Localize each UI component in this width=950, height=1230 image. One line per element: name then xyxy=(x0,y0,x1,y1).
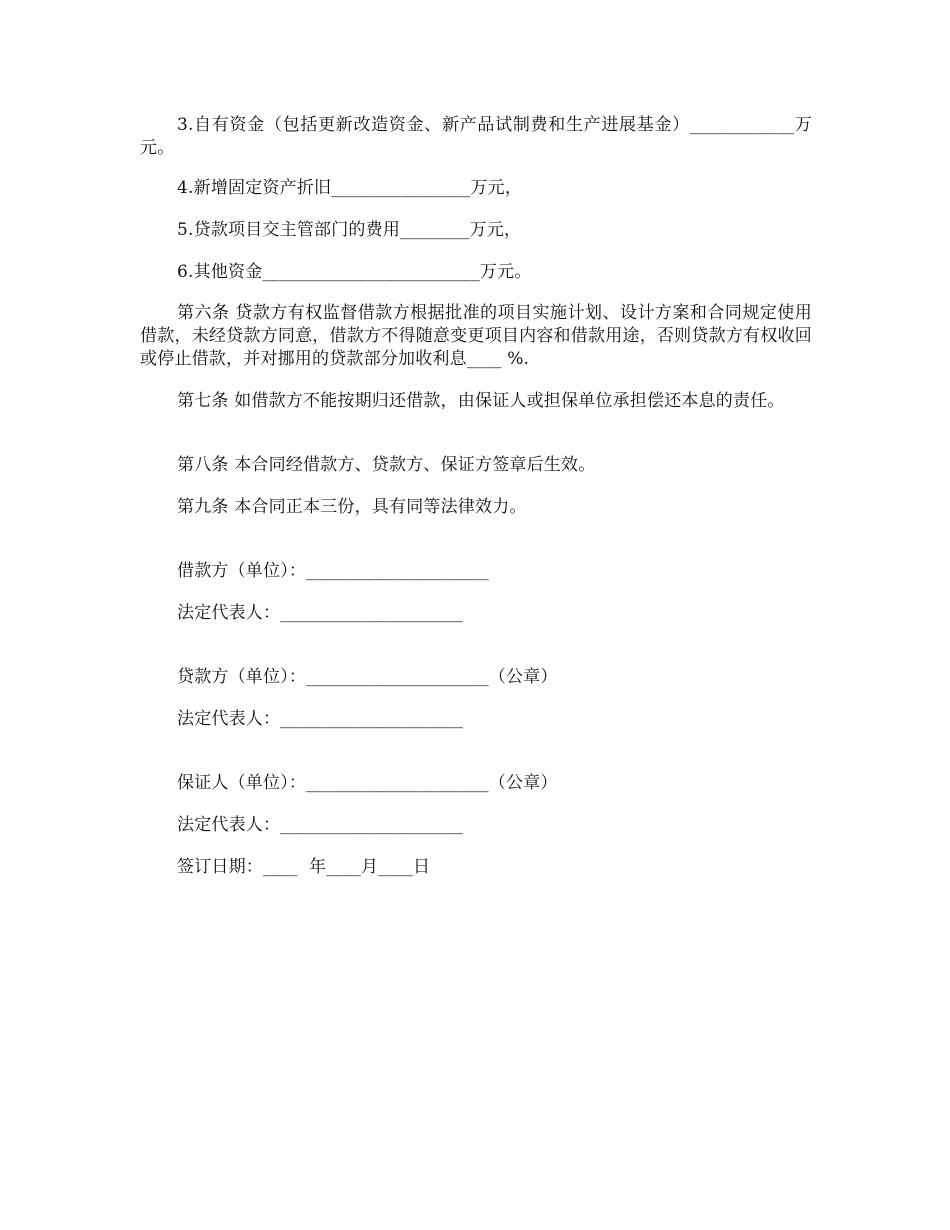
article-8: 第八条 本合同经借款方、贷款方、保证方签章后生效。 xyxy=(177,455,596,475)
clause-item-4: 4.新增固定资产折旧________________万元， xyxy=(177,178,523,198)
borrower-representative-line: 法定代表人：_____________________ xyxy=(177,603,463,623)
article-9: 第九条 本合同正本三份，具有同等法律效力。 xyxy=(177,497,527,517)
article-7: 第七条 如借款方不能按期归还借款，由保证人或担保单位承担偿还本息的责任。 xyxy=(177,391,785,411)
article-6: 第六条 贷款方有权监督借款方根据批准的项目实施计划、设计方案和合同规定使用借款，未经贷款方同意，借款方不得随意变更项目内容和借款用途，否则贷款方有权收回或停止借款，并对挪用的贷款部分加收利息____ %. xyxy=(140,303,812,369)
signing-date-line: 签订日期：____ 年____月____日 xyxy=(177,857,431,877)
lender-representative-line: 法定代表人：_____________________ xyxy=(177,709,463,729)
guarantor-signature-line: 保证人（单位）：_____________________（公章） xyxy=(177,773,558,793)
lender-signature-line: 贷款方（单位）：_____________________（公章） xyxy=(177,667,558,687)
clause-item-6: 6.其他资金_________________________万元。 xyxy=(177,262,532,282)
borrower-signature-line: 借款方（单位）：_____________________ xyxy=(177,561,489,581)
guarantor-representative-line: 法定代表人：_____________________ xyxy=(177,815,463,835)
clause-item-3: 3.自有资金（包括更新改造资金、新产品试制费和生产进展基金）____________万元。 xyxy=(140,115,812,158)
clause-item-5: 5.贷款项目交主管部门的费用________万元， xyxy=(177,220,522,240)
